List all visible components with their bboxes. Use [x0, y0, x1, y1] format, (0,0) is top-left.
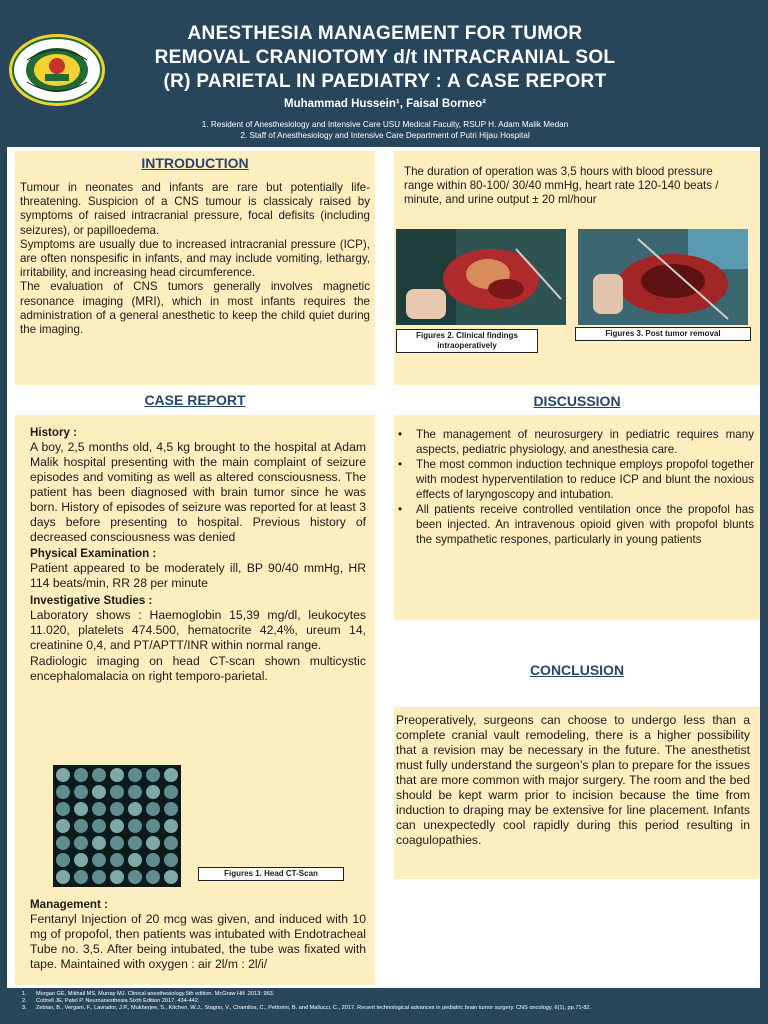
title-line: (R) PARIETAL IN PAEDIATRY : A CASE REPORT — [163, 71, 607, 92]
ct-slice — [74, 836, 88, 850]
references — [22, 991, 742, 1012]
ct-slice — [110, 802, 124, 816]
discussion-item — [398, 427, 754, 457]
affiliation-2: 2. Staff of Anesthesiology and Intensive Care Department of Putri Hijau Hospital — [240, 131, 530, 140]
case-report-panel — [15, 415, 375, 985]
introduction-text — [20, 181, 370, 337]
figure-1-caption: Figures 1. Head CT-Scan — [198, 867, 344, 881]
physical-exam-text: Patient appeared to be moderately ill, BP 90/40 mmHg, HR 114 beats/min, RR 28 per minute — [30, 561, 366, 590]
ct-slice — [92, 768, 106, 782]
ct-slice — [74, 785, 88, 799]
management-section — [30, 897, 366, 972]
post-removal-photo — [578, 229, 748, 325]
ct-slice — [146, 785, 160, 799]
ct-slice — [74, 819, 88, 833]
intro-paragraph: Symptoms are usually due to increased intracranial pressure (ICP), are often nonspesific in infants, and may include vomiting, lethargy, irritability, and increasing head circumference. — [20, 237, 370, 280]
ct-slice — [164, 819, 178, 833]
reference-text: Morgan GE, Mikhail MS, Murray MJ. Clinical anesthesiology.5th edition. McGraw Hill .2013: 963. — [36, 991, 275, 997]
ct-slice — [146, 870, 160, 884]
conclusion-panel — [394, 707, 760, 879]
lab-text: Laboratory shows : Haemoglobin 15,39 mg/dl, leukocytes 11.020, platelets 474.500, hematocrite 42,4%, ureum 14, creatinine 0,4, and PT/APTT/INR within normal range. — [30, 608, 366, 652]
ct-slice — [164, 870, 178, 884]
discussion-item-text: All patients receive controlled ventilation once the propofol has been injected. An intravenous opioid given with propofol blunts the sympathetic respones, particularly in young patients — [416, 503, 754, 546]
ct-slice — [146, 802, 160, 816]
ct-slice — [74, 768, 88, 782]
title-line: REMOVAL CRANIOTOMY d/t INTRACRANIAL SOL — [154, 47, 616, 68]
ct-slice — [128, 785, 142, 799]
reference-item — [22, 991, 742, 998]
ct-slice — [128, 768, 142, 782]
ct-slice — [110, 819, 124, 833]
ct-slice — [128, 802, 142, 816]
ct-slice — [146, 768, 160, 782]
ct-slice — [110, 836, 124, 850]
university-logo — [7, 32, 107, 108]
reference-text: Cottrell JE, Patel P. Neuroanesthesia Sixth Edition 2017. 434-442. — [36, 998, 200, 1004]
ct-slice — [56, 853, 70, 867]
ct-slice — [56, 836, 70, 850]
investigative-heading: Investigative Studies : — [30, 594, 153, 607]
reference-number: 3. — [22, 1005, 27, 1011]
ct-slice — [92, 785, 106, 799]
figure-3-caption: Figures 3. Post tumor removal — [575, 327, 751, 341]
discussion-item-text: The most common induction technique employs propofol together with modest hyperventilation to reduce ICP and blunt the noxious effects of laryngoscopy and intubation. — [416, 458, 754, 501]
ct-slice — [56, 819, 70, 833]
ct-slice — [128, 836, 142, 850]
ct-slice — [92, 870, 106, 884]
ct-slice — [164, 802, 178, 816]
conclusion-text: Preoperatively, surgeons can choose to undergo less than a complete cranial vault remodeling, there is a higher possibility that a revision may be necessary in the future. The anesthetist must fully understand the surgeon’s plan to prepare for the issues that are more common with major surgery. The room and the bed should be kept warm prior to incision because the time from induction to draping may be extensive for line placement. Infants can unexpectedly cool rapidly during this period resulting in coagulopathies. — [396, 713, 750, 847]
intro-paragraph: The evaluation of CNS tumors generally involves magnetic resonance imaging (MRI), which in most infants requires the administration of a general anesthetic to keep the child quiet during the imaging. — [20, 280, 370, 337]
ct-slice — [74, 870, 88, 884]
poster-title — [110, 22, 660, 94]
affiliation-1: 1. Resident of Anesthesiology and Intensive Care USU Medical Faculty, RSUP H. Adam Malik Medan — [201, 120, 569, 129]
ct-slice — [92, 802, 106, 816]
discussion-item — [398, 502, 754, 547]
ct-slice — [56, 785, 70, 799]
radiology-text: Radiologic imaging on head CT-scan shown multicystic encephalomalacia on right temporo-parietal. — [30, 654, 366, 683]
operation-text: The duration of operation was 3,5 hours with blood pressure range within 80-100/ 30/40 mmHg, heart rate 120-140 beats / minute, and urine output ± 20 ml/hour — [404, 165, 719, 207]
discussion-item-text: The management of neurosurgery in pediatric requires many aspects, pediatric physiology, and anesthesia care. — [416, 428, 754, 456]
ct-slice — [110, 870, 124, 884]
ct-slice — [92, 819, 106, 833]
bullet: • — [398, 458, 403, 471]
bullet: • — [398, 503, 403, 516]
reference-item — [22, 998, 742, 1005]
management-heading: Management : — [30, 898, 108, 911]
reference-number: 2. — [22, 998, 27, 1004]
reference-item — [22, 1005, 742, 1012]
ct-slice — [146, 836, 160, 850]
ct-slice — [164, 768, 178, 782]
conclusion-title: CONCLUSION — [529, 662, 625, 678]
reference-text: Zebian, B., Vergani, F., Lavrador, J.P., Mukherjee, S., Kitchen, W.J., Stagno, V., Chamilos, C., Pettorini, B. and Mallucci, C., 2017. Recent technological advances in pediatric brain tumor surgery. CNS oncology, 6(1), pp.71-82. — [36, 1005, 592, 1011]
poster-header — [0, 0, 768, 147]
ct-slice — [74, 853, 88, 867]
case-report-text — [30, 425, 366, 684]
reference-number: 1. — [22, 991, 27, 997]
ct-slice — [128, 819, 142, 833]
physical-exam-heading: Physical Examination : — [30, 547, 157, 560]
ct-slice — [128, 870, 142, 884]
ct-slice — [146, 853, 160, 867]
discussion-title: DISCUSSION — [533, 393, 621, 409]
case-report-title: CASE REPORT — [144, 392, 246, 408]
affiliations — [110, 119, 660, 141]
management-text: Fentanyl Injection of 20 mcg was given, and induced with 10 mg of propofol, then patients was intubated with Endotracheal Tube no. 3,5. After being intubated, the tube was fixated with tape. Maintained with oxygen : air 2l/m : 2l/i/ — [30, 912, 366, 971]
ct-slice — [164, 836, 178, 850]
ct-slice — [92, 836, 106, 850]
introduction-title: INTRODUCTION — [141, 155, 249, 171]
ct-slice — [56, 768, 70, 782]
ct-slice — [128, 853, 142, 867]
figure-2-caption: Figures 2. Clinical findings intraoperatively — [396, 329, 538, 353]
ct-slice — [110, 785, 124, 799]
bullet: • — [398, 428, 403, 441]
title-line: ANESTHESIA MANAGEMENT FOR TUMOR — [187, 23, 583, 44]
ct-slice — [164, 853, 178, 867]
discussion-panel — [394, 415, 760, 620]
ct-slice — [110, 853, 124, 867]
history-heading: History : — [30, 426, 78, 439]
discussion-item — [398, 457, 754, 502]
ct-slice — [146, 819, 160, 833]
ct-slice — [56, 802, 70, 816]
ct-scan-image — [53, 765, 181, 887]
discussion-list — [398, 427, 754, 547]
ct-slice — [74, 802, 88, 816]
ct-slice — [164, 785, 178, 799]
introduction-panel — [15, 151, 375, 385]
authors: Muhammad Hussein¹, Faisal Borneo² — [284, 98, 486, 110]
ct-slice — [92, 853, 106, 867]
history-text: A boy, 2,5 months old, 4,5 kg brought to the hospital at Adam Malik hospital presenting with the main complaint of seizure episodes and vomiting as well as altered consciousness. The patient has been diagnosed with brain tumor since he was born. History of episodes of seizure was reported for at least 3 days before presenting to hospital. Previous history of decreased consciousness was denied — [30, 440, 366, 544]
intraoperative-photo — [396, 229, 566, 325]
poster-body — [7, 147, 760, 988]
ct-slice — [56, 870, 70, 884]
ct-slice — [110, 768, 124, 782]
intro-paragraph: Tumour in neonates and infants are rare but potentially life-threatening. Suspicion of a CNS tumour is classicaly raised by symptoms of raised intracranial pressure, focal defisits (including seizures), or papilloedema. — [20, 181, 370, 237]
